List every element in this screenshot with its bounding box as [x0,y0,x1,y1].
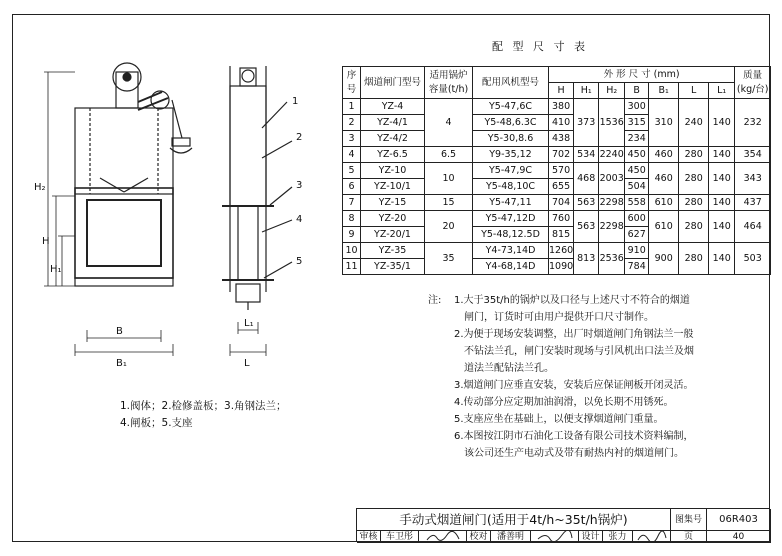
table-cell: 280 [679,195,709,211]
dim-subheader: H₂ [599,83,625,99]
support-base [75,278,173,286]
table-cell: 437 [735,195,771,211]
table-cell: 815 [549,227,574,243]
side-view [222,66,292,310]
dim-l: L [244,358,250,369]
table-cell: YZ-4 [361,99,425,115]
table-cell: Y4-68,14D [473,259,549,275]
table-cell: 627 [625,227,649,243]
table-cell: YZ-35/1 [361,259,425,275]
table-cell: 140 [709,195,735,211]
table-cell: 460 [649,147,679,163]
designer-signature [633,531,671,543]
dim-subheader: B [625,83,649,99]
table-cell: Y5-48,6.3C [473,115,549,131]
table-cell: Y5-48,12.5D [473,227,549,243]
part-legend [120,398,287,432]
note-line: 2.为便于现场安装调整，出厂时烟道闸门角钢法兰一般 [454,329,694,340]
page-label: 页 [671,531,707,543]
table-cell: 704 [549,195,574,211]
notes-label: 注: [428,295,442,306]
table-row [343,211,771,227]
table-cell: 910 [625,243,649,259]
table-cell: 3 [343,131,361,147]
table-cell: 234 [625,131,649,147]
table-cell: 1536 [599,99,625,147]
table-cell: 760 [549,211,574,227]
dim-subheader: L [679,83,709,99]
table-cell: 7 [343,195,361,211]
table-cell: YZ-35 [361,243,425,259]
col-fan-header: 配用风机型号 [473,67,549,99]
table-cell: 2 [343,115,361,131]
table-cell: 558 [625,195,649,211]
table-cell: 310 [649,99,679,147]
table-cell: 20 [425,211,473,243]
table-row [343,243,771,259]
col-capacity-header: 适用锅炉容量(t/h) [425,67,473,99]
table-cell: 1090 [549,259,574,275]
table-cell: 6 [343,179,361,195]
table-cell: 438 [549,131,574,147]
table-cell: 4 [425,99,473,147]
table-cell: 232 [735,99,771,147]
table-cell: 504 [625,179,649,195]
notes [428,292,728,462]
table-cell: 280 [679,163,709,195]
table-cell: 2298 [599,195,625,211]
table-cell: 2298 [599,211,625,243]
valve-body [75,188,173,278]
table-cell: Y5-47,9C [473,163,549,179]
table-cell: 450 [625,163,649,179]
col-model-header: 烟道闸门型号 [361,67,425,99]
table-cell: 813 [574,243,599,275]
note-line: 闸门，订货时可由用户提供开口尺寸制作。 [464,312,654,323]
dim-h: H [42,236,50,247]
page-number: 40 [707,531,771,543]
table-cell: 563 [574,211,599,243]
callout-2: 2 [296,132,303,143]
table-cell: 4 [343,147,361,163]
table-cell: 140 [709,99,735,147]
dim-subheader: H₁ [574,83,599,99]
col-no-header: 序号 [343,67,361,99]
table-cell: YZ-20/1 [361,227,425,243]
col-dims-header: 外 形 尺 寸 (mm) [549,67,735,83]
table-cell: YZ-10 [361,163,425,179]
table-cell: Y4-73,14D [473,243,549,259]
table-cell: Y9-35,12 [473,147,549,163]
table-cell: 354 [735,147,771,163]
table-cell: 655 [549,179,574,195]
table-cell: YZ-4/2 [361,131,425,147]
table-cell: 280 [679,147,709,163]
table-cell: 1 [343,99,361,115]
table-cell: 343 [735,163,771,195]
callout-3: 3 [296,180,303,191]
table-cell: YZ-6.5 [361,147,425,163]
table-cell: 464 [735,211,771,243]
table-cell: 450 [625,147,649,163]
dim-b: B [116,326,123,337]
dim-h1: H₁ [50,264,62,275]
table-cell: 610 [649,195,679,211]
table-cell: Y5-47,12D [473,211,549,227]
table-cell: 5 [343,163,361,179]
note-line: 6.本图按江阴市石油化工设备有限公司技术资料编制， [454,431,694,442]
table-cell: 280 [679,243,709,275]
table-row [343,195,771,211]
callout-5: 5 [296,256,303,267]
counterweight [172,138,190,146]
checker-signature [531,531,579,543]
table-row [343,163,771,179]
drawing-title: 手动式烟道闸门(适用于4t/h~35t/h锅炉) [357,509,671,531]
table-cell: 240 [679,99,709,147]
note-line: 该公司还生产电动式及带有耐热内衬的烟道闸门。 [464,448,684,459]
table-cell: 468 [574,163,599,195]
table-cell: 6.5 [425,147,473,163]
table-cell: 10 [343,243,361,259]
table-cell: 460 [649,163,679,195]
note-line: 道法兰配钻法兰孔。 [464,363,554,374]
table-cell: 410 [549,115,574,131]
table-cell: Y5-47,6C [473,99,549,115]
table-cell: 280 [679,211,709,243]
legend-line-1: 1.阀体；2.检修盖板；3.角钢法兰； [120,400,287,412]
table-cell: 35 [425,243,473,275]
table-cell: 2536 [599,243,625,275]
table-cell: 140 [709,243,735,275]
table-cell: 534 [574,147,599,163]
table-cell: 315 [625,115,649,131]
table-cell: 2003 [599,163,625,195]
table-cell: 600 [625,211,649,227]
atlas-number: 06R403 [707,509,771,531]
table-cell: YZ-15 [361,195,425,211]
table-cell: 784 [625,259,649,275]
note-line: 5.支座应坐在基础上，以便支撑烟道闸门重量。 [454,414,664,425]
table-cell: Y5-47,11 [473,195,549,211]
table-cell: 563 [574,195,599,211]
table-cell: 15 [425,195,473,211]
legend-line-2: 4.闸板；5.支座 [120,417,193,429]
table-cell: 300 [625,99,649,115]
dim-b1: B₁ [116,358,127,369]
note-line: 4.传动部分应定期加油润滑，以免长期不用锈死。 [454,397,674,408]
table-cell: 900 [649,243,679,275]
design-label: 设计 [579,531,603,543]
checker: 潘善明 [491,531,531,543]
dim-l1: L₁ [244,318,254,329]
table-cell: 8 [343,211,361,227]
note-line: 1.大于35t/h的锅炉以及口径与上述尺寸不符合的烟道 [454,295,690,306]
table-cell: 11 [343,259,361,275]
table-cell: 140 [709,163,735,195]
callout-4: 4 [296,214,303,225]
table-cell: YZ-10/1 [361,179,425,195]
designer: 张力 [603,531,633,543]
reviewer-signature [419,531,467,543]
table-row [343,147,771,163]
table-cell: 380 [549,99,574,115]
table-cell: Y5-48,10C [473,179,549,195]
table-cell: 1260 [549,243,574,259]
table-cell: 702 [549,147,574,163]
reviewer: 车卫彤 [381,531,419,543]
spec-table [342,66,771,275]
table-cell: 610 [649,211,679,243]
table-cell: 140 [709,147,735,163]
table-cell: YZ-4/1 [361,115,425,131]
note-line: 不钻法兰孔，闸门安装时现场与引风机出口法兰及烟 [464,346,694,357]
review-label: 审核 [357,531,381,543]
check-label: 校对 [467,531,491,543]
table-cell: YZ-20 [361,211,425,227]
table-cell: 10 [425,163,473,195]
dim-subheader: B₁ [649,83,679,99]
table-cell: 503 [735,243,771,275]
table-cell: Y5-30,8.6 [473,131,549,147]
callout-1: 1 [292,96,299,107]
front-view [75,63,192,286]
dim-h2: H₂ [34,182,46,193]
table-cell: 140 [709,211,735,243]
dim-subheader: H [549,83,574,99]
atlas-label: 图集号 [671,509,707,531]
table-cell: 570 [549,163,574,179]
dim-subheader: L₁ [709,83,735,99]
gate-plate [238,206,258,280]
table-row [343,99,771,115]
table-cell: 9 [343,227,361,243]
table-cell: 373 [574,99,599,147]
col-mass-header: 质量(kg/台) [735,67,771,99]
table-cell: 2240 [599,147,625,163]
title-block [356,508,770,542]
note-line: 3.烟道闸门应垂直安装，安装后应保证闸板开闭灵活。 [454,380,694,391]
table-title: 配 型 尺 寸 表 [492,40,588,53]
